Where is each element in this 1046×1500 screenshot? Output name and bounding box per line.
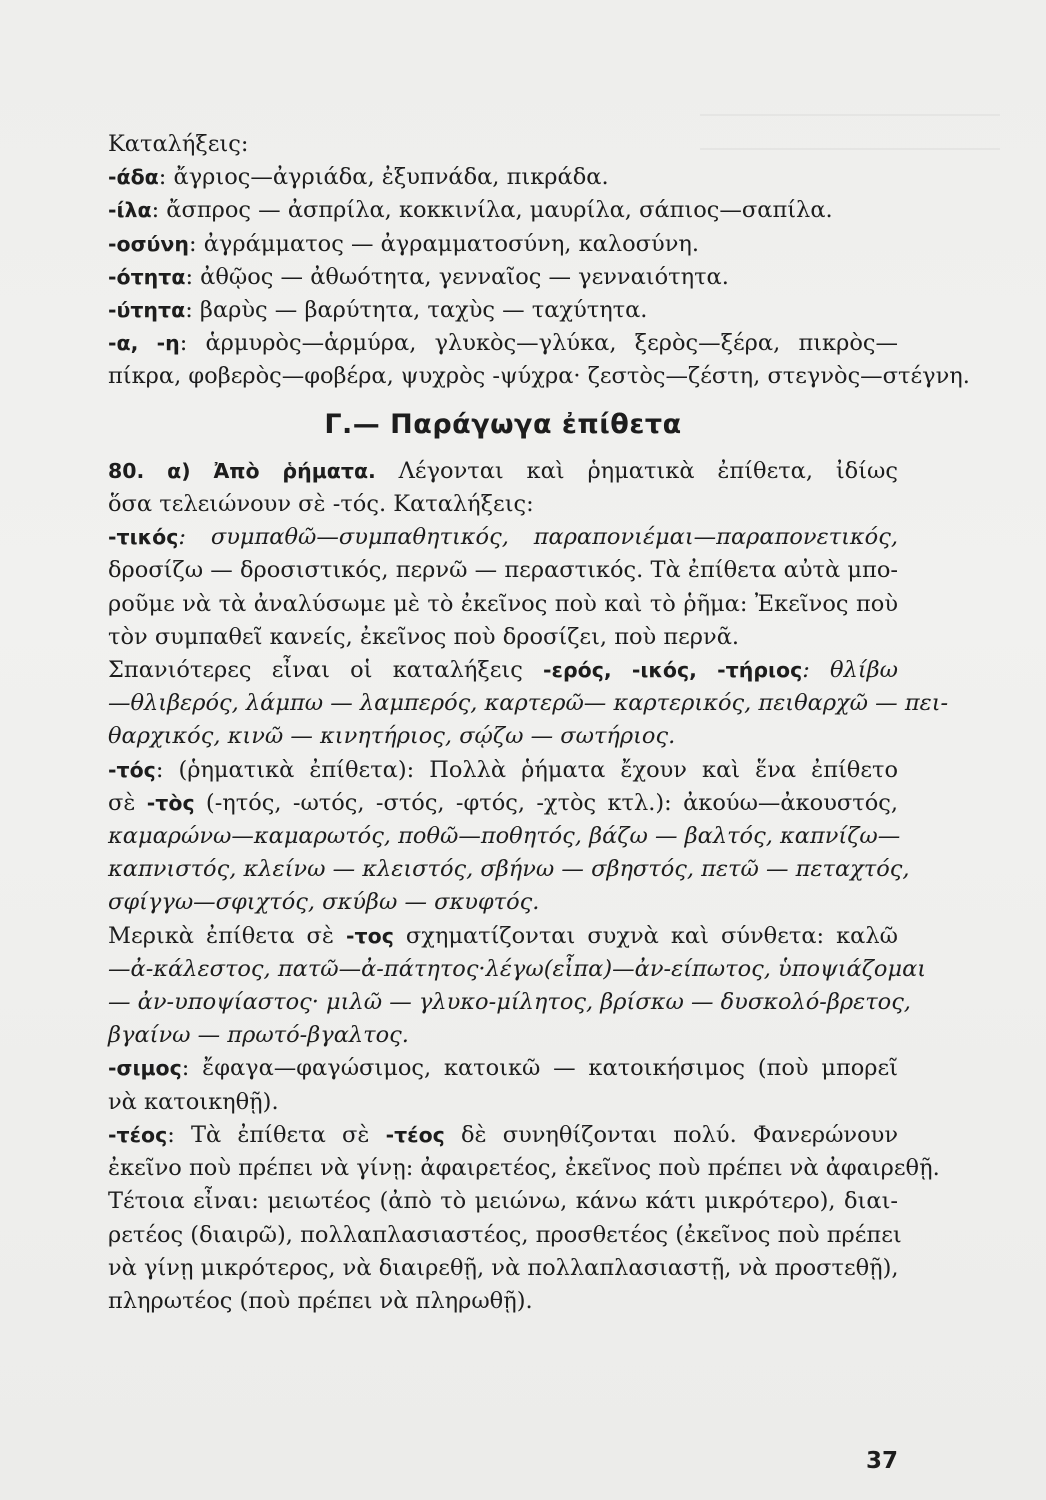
suffix-line-ytita xyxy=(108,294,898,327)
suffix-label: -τικός xyxy=(108,525,179,550)
section-heading: Γ.— Παράγωγα ἐπίθετα xyxy=(324,408,682,440)
rare-line-3: θαρχικός, κινῶ — κινητήριος, σῴζω — σωτήριος. xyxy=(108,723,676,750)
suffix-label: -α, -η xyxy=(108,331,180,356)
suffix-label: -ότητα xyxy=(108,264,186,289)
teos-line-6: πληρωτέος (ποὺ πρέπει νὰ πληρωθῇ). xyxy=(108,1287,533,1314)
simos-line-2: νὰ κατοικηθῇ). xyxy=(108,1088,279,1115)
suffix-label: -οσύνη xyxy=(108,231,189,256)
suffix-line-ada xyxy=(108,161,898,194)
compound-line-1 xyxy=(108,920,898,953)
paragraph-text: Σπανιότερες εἶναι οἱ καταλήξεις xyxy=(108,657,523,684)
paragraph-80-line-2: ὅσα τελειώνουν σὲ -τός. Καταλήξεις: xyxy=(108,491,534,518)
suffix-line-osyni xyxy=(108,228,898,261)
paragraph-text: (-ητός, -ωτός, -στός, -φτός, -χτὸς κτλ.): ἀκούω—ἀκουστός, xyxy=(205,789,898,816)
suffix-examples: : ἁρμυρὸς—ἁρμύρα, γλυκὸς—γλύκα, ξερὸς—ξέρα, πικρὸς— xyxy=(179,330,898,357)
suffix-examples: : ἄσπρος — ἀσπρίλα, κοκκινίλα, μαυρίλα, σάπιος—σαπίλα. xyxy=(151,197,833,224)
suffix-examples: : βαρὺς — βαρύτητα, ταχὺς — ταχύτητα. xyxy=(185,297,648,324)
suffix-label: -τέος xyxy=(385,1122,445,1147)
rare-line-2: —θλιβερός, λάμπω — λαμπερός, καρτερῶ— καρτερικός, πειθαρχῶ — πει- xyxy=(108,690,949,717)
suffix-examples: : θλίβω xyxy=(802,657,899,684)
tos-line-2 xyxy=(108,787,898,820)
tos-line-3: καμαρώνω—καμαρωτός, ποθῶ—ποθητός, βάζω — βαλτός, καπνίζω— xyxy=(108,823,901,850)
page-text xyxy=(108,128,970,1318)
suffix-examples: : ἀγράμματος — ἀγραμματοσύνη, καλοσύνη. xyxy=(188,230,700,257)
paragraph-label: α) Ἀπὸ ῥήματα. xyxy=(167,458,376,483)
tikos-line-4: τὸν συμπαθεῖ κανείς, ἐκεῖνος ποὺ δροσίζει, ποὺ περνᾶ. xyxy=(108,623,740,650)
paragraph-text: : ἔφαγα—φαγώσιμος, κατοικῶ — κατοικήσιμος (ποὺ μπορεῖ xyxy=(181,1055,898,1082)
suffix-examples: : ἄγριος—ἀγριάδα, ἐξυπνάδα, πικράδα. xyxy=(158,164,609,191)
suffix-label: -ίλα xyxy=(108,198,152,223)
teos-line-1 xyxy=(108,1119,898,1152)
teos-line-5: νὰ γίνῃ μικρότερος, νὰ διαιρεθῇ, νὰ πολλαπλασιαστῇ, νὰ προστεθῇ), xyxy=(108,1254,899,1281)
compound-line-3: — ἀν-υποψίαστος· μιλῶ — γλυκο-μίλητος, βρίσκω — δυσκολό-βρετος, xyxy=(108,989,911,1016)
suffix-label: -τος xyxy=(346,923,394,948)
suffix-label: -τός xyxy=(108,757,156,782)
teos-line-4: ρετέος (διαιρῶ), πολλαπλασιαστέος, προσθετέος (ἐκεῖνος ποὺ πρέπει xyxy=(108,1221,902,1248)
paragraph-text: δὲ συνηθίζονται πολύ. Φανερώνουν xyxy=(460,1121,898,1148)
suffix-label: -τέος xyxy=(108,1122,168,1147)
suffix-label: -ύτητα xyxy=(108,298,186,323)
simos-line-1 xyxy=(108,1052,898,1085)
teos-line-3: Τέτοια εἶναι: μειωτέος (ἀπὸ τὸ μειώνω, κάνω κάτι μικρότερο), διαι- xyxy=(108,1188,898,1215)
suffix-line-ila xyxy=(108,194,898,227)
suffix-label: -τὸς xyxy=(146,790,195,815)
compound-line-2: —ἀ-κάλεστος, πατῶ—ἀ-πάτητος·λέγω(εἶπα)—ἀν-είπωτος, ὑποψιάζομαι xyxy=(108,955,927,982)
teos-line-2: ἐκεῖνο ποὺ πρέπει νὰ γίνῃ: ἀφαιρετέος, ἐκεῖνος ποὺ πρέπει νὰ ἀφαιρεθῇ. xyxy=(108,1155,940,1182)
suffix-line-a-h xyxy=(108,327,898,360)
paragraph-text: σὲ xyxy=(108,789,136,816)
page-number: 37 xyxy=(866,1448,899,1474)
paragraph-number: 80. xyxy=(108,458,145,483)
paragraph-text: : (ῥηματικὰ ἐπίθετα): Πολλὰ ῥήματα ἔχουν καὶ ἕνα ἐπίθετο xyxy=(155,756,898,783)
tikos-line-3: ροῦμε νὰ τὰ ἀναλύσωμε μὲ τὸ ἐκεῖνος ποὺ καὶ τὸ ῥῆμα: Ἐκεῖνος ποὺ xyxy=(108,590,898,617)
paragraph-text: Μερικὰ ἐπίθετα σὲ xyxy=(108,922,334,949)
compound-line-4: βγαίνω — πρωτό-βγαλτος. xyxy=(108,1022,409,1049)
tos-line-1 xyxy=(108,754,898,787)
suffix-examples: : συμπαθῶ—συμπαθητικός, παραπονιέμαι—παραπονετικός, xyxy=(178,524,898,551)
suffix-examples: : ἀθῷος — ἀθωότητα, γενναῖος — γενναιότητα. xyxy=(185,263,729,290)
paragraph-text: σχηματίζονται συχνὰ καὶ σύνθετα: καλῶ xyxy=(405,922,898,949)
tos-line-4: καπνιστός, κλείνω — κλειστός, σβήνω — σβηστός, πετῶ — πεταχτός, xyxy=(108,856,910,883)
suffix-label: -σιμος xyxy=(108,1056,182,1081)
tos-line-5: σφίγγω—σφιχτός, σκύβω — σκυφτός. xyxy=(108,889,540,916)
rare-line-1 xyxy=(108,654,898,687)
suffix-label: -ερός, -ικός, -τήριος xyxy=(543,658,803,683)
suffix-label: -άδα xyxy=(108,165,159,190)
paragraph-text: : Τὰ ἐπίθετα σὲ xyxy=(167,1121,370,1148)
paragraph-80-line-1 xyxy=(108,455,898,488)
paragraph-text: Λέγονται καὶ ῥηματικὰ ἐπίθετα, ἰδίως xyxy=(398,457,898,484)
tikos-line-1 xyxy=(108,521,898,554)
tikos-line-2: δροσίζω — δροσιστικός, περνῶ — περαστικός. Τὰ ἐπίθετα αὐτὰ μπο- xyxy=(108,557,898,584)
suffix-line-a-h-cont: πίκρα, φοβερὸς—φοβέρα, ψυχρὸς -ψύχρα· ζεστὸς—ζέστη, στεγνὸς—στέγνη. xyxy=(108,363,970,390)
suffix-line-otita xyxy=(108,261,898,294)
section-intro: Καταλήξεις: xyxy=(108,131,249,157)
